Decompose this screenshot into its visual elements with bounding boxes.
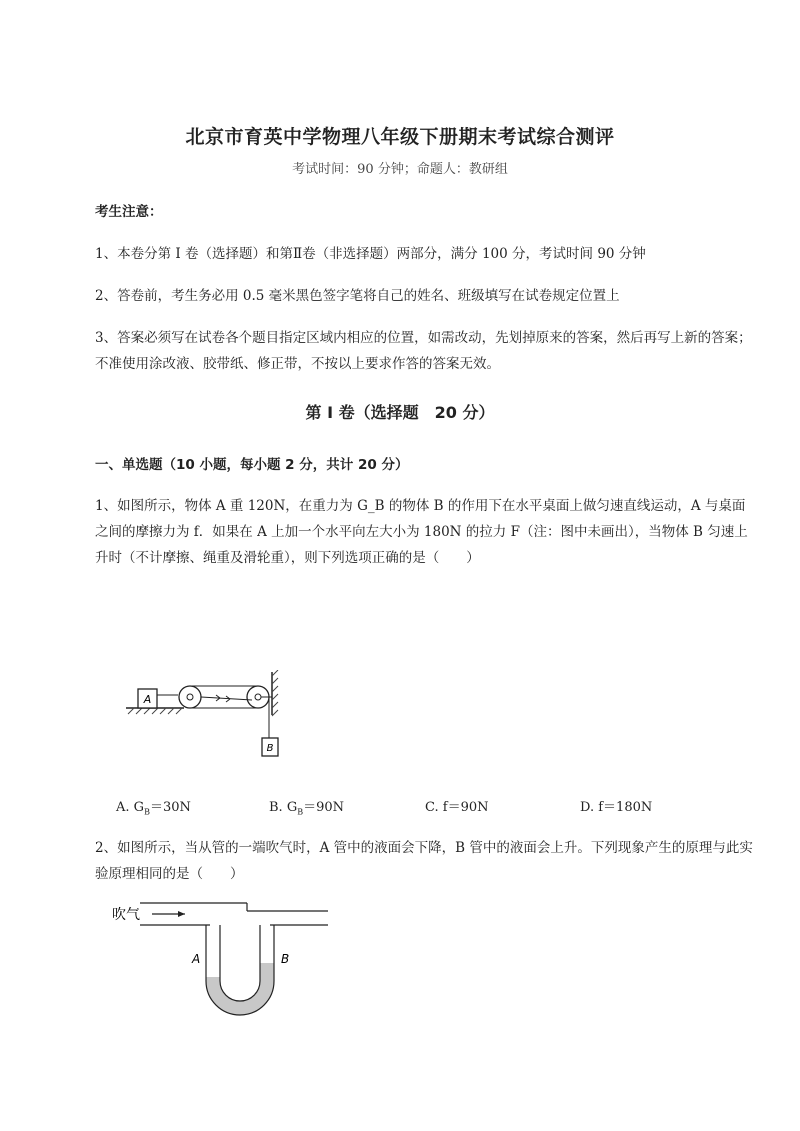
tube-a-label: A [192,952,201,966]
notice-item: 2、答卷前，考生务必用 0.5 毫米黑色签字笔将自己的姓名、班级填写在试卷规定位置上 [95,288,620,304]
block-b-label: B [266,743,274,754]
block-a-label: A [143,693,152,706]
option-a[interactable]: A. $G_B=30N$ [116,800,191,817]
part-title: 一、单选题（10 小题，每小题 2 分，共计 20 分） [95,457,409,473]
notice-item: 3、答案必须写在试卷各个题目指定区域内相应的位置，如需改动，先划掉原来的答案，然后再写上新的答案；不准使用涂改液、胶带纸、修正带，不按以上要求作答的答案无效。 [95,330,752,372]
tube-b-label: B [281,952,290,966]
question-1-text: 1、如图所示，物体 A 重 120N，在重力为 G_B 的物体 B 的作用下在水平桌面上做匀速直线运动，A 与桌面之间的摩擦力为 f．如果在 A 上加一个水平向左大小为 180N 的拉力 F（注：图中未画出），当物体 B 匀速上升时（不计摩擦、绳重及滑轮重），则下列选项正确的是（ ） [95,498,748,566]
option-d[interactable]: D. f＝180N [580,800,653,815]
exam-info: 考试时间：90 分钟；命题人：教研组 [292,162,508,177]
page-title: 北京市育英中学物理八年级下册期末考试综合测评 [185,126,615,148]
u-tube-figure [110,897,350,1017]
pulley-figure [122,670,292,765]
notice-heading: 考生注意： [95,204,163,220]
option-b[interactable]: B. $G_B=90N$ [269,800,345,817]
notice-item: 1、本卷分第 I 卷（选择题）和第Ⅱ卷（非选择题）两部分，满分 100 分，考试时间 90 分钟 [95,246,646,262]
question-2-text: 2、如图所示，当从管的一端吹气时，A 管中的液面会下降，B 管中的液面会上升。下列现象产生的原理与此实验原理相同的是（ ） [95,840,753,882]
option-c[interactable]: C. f＝90N [425,800,489,815]
blow-label: 吹气 [112,907,140,923]
section-title: 第 I 卷（选择题 20 分） [305,403,495,422]
